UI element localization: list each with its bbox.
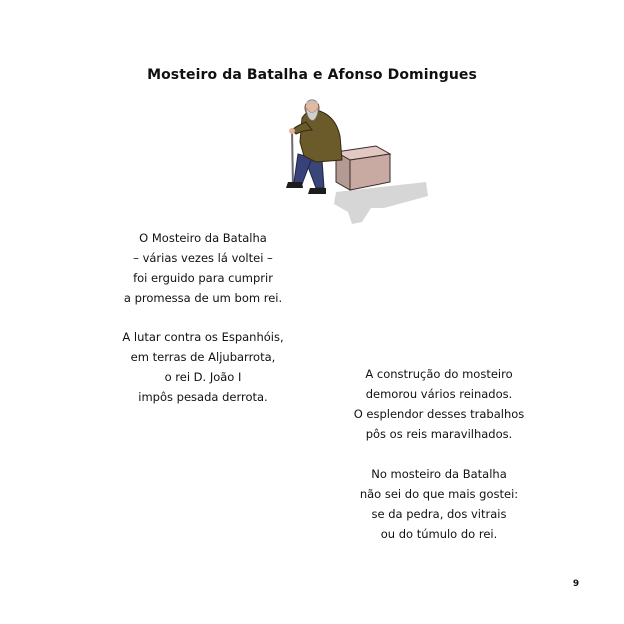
poem-stanza-1 <box>100 228 306 308</box>
poem-stanza-3 <box>336 364 542 444</box>
poem-line: A construção do mosteiro <box>365 367 513 381</box>
page-title: Mosteiro da Batalha e Afonso Domingues <box>147 67 477 83</box>
poem-line: O Mosteiro da Batalha <box>139 231 267 245</box>
poem-line: se da pedra, dos vitrais <box>371 507 507 521</box>
poem-line: foi erguido para cumprir <box>133 271 273 285</box>
poem-line: A lutar contra os Espanhóis, <box>122 330 284 344</box>
poem-line: o rei D. João I <box>164 370 242 384</box>
poem-line: O esplendor desses trabalhos <box>353 407 525 421</box>
poem-line: não sei do que mais gostei: <box>359 487 519 501</box>
poem-line: ou do túmulo do rei. <box>380 527 498 541</box>
poem-line: em terras de Aljubarrota, <box>130 350 276 364</box>
poem-line: demorou vários reinados. <box>365 387 513 401</box>
poem-line: a promessa de um bom rei. <box>123 291 283 305</box>
old-man-sitting-on-stone-block-icon <box>276 96 430 228</box>
page-number: 9 <box>572 579 580 589</box>
poem-stanza-4 <box>336 464 542 544</box>
poem-stanza-2 <box>100 327 306 407</box>
poem-line: impôs pesada derrota. <box>138 390 268 404</box>
poem-line: – várias vezes lá voltei – <box>133 251 273 265</box>
poem-line: pôs os reis maravilhados. <box>365 427 513 441</box>
poem-line: No mosteiro da Batalha <box>371 467 507 481</box>
